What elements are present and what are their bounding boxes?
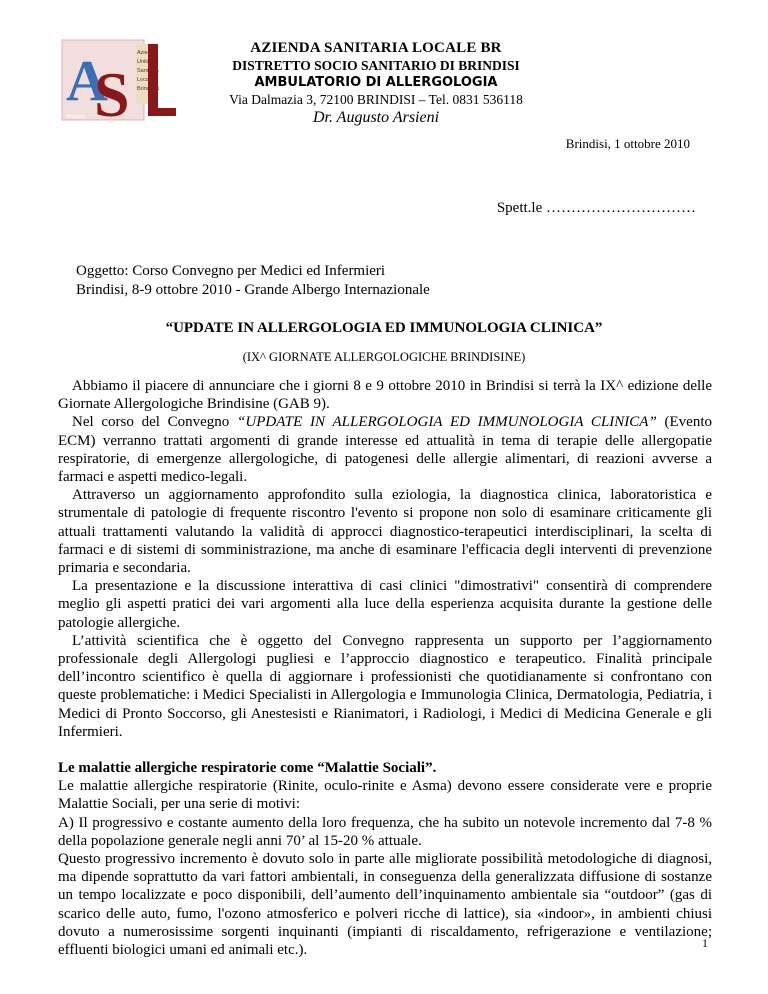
section-paragraph-3: Questo progressivo incremento è dovuto solo in parte alle migliorate possibilità metodologiche di diagnosi, ma dipende soprattutto da vari fattori ambientali, in conseguenza della generalizzata diffusione di sostanze un tempo localizzate e poco disponibili, dell’aumento dell’inquinamento ambientale sia “outdoor” (gas di scarico delle auto, fumo, l'ozono atmosferico e polveri ricche di lattice), sia «indoor», in ambienti chiusi dovuto a numerosissime sorgenti inquinanti (impianti di riscaldamento, refrigerazione e ventilazione; effluenti biologici umani ed animali etc.). [58, 851, 712, 959]
logo-word-2: Unità [137, 59, 150, 65]
document-body [58, 377, 712, 959]
subject-line-2: Brindisi, 8-9 ottobre 2010 - Grande Albergo Internazionale [76, 282, 430, 298]
logo-word-1: Azienda [137, 50, 157, 56]
section-paragraph-2: A) Il progressivo e costante aumento della loro frequenza, che ha subito un notevole incremento dal 7-8 % della popolazione generale negli anni 70’ al 15-20 % attuale. [58, 814, 712, 849]
paragraph-2-lead: Nel corso del Convegno [72, 414, 238, 431]
subject-block [76, 262, 430, 300]
logo-word-4: Locale [137, 77, 154, 83]
document-subtitle: (IX^ GIORNATE ALLERGOLOGICHE BRINDISINE) [242, 350, 526, 364]
section-heading: Le malattie allergiche respiratorie come “Malattie Sociali”. [58, 760, 437, 777]
letterhead-clinic: AMBULATORIO DI ALLERGOLOGIA [254, 75, 498, 90]
letterhead-org: AZIENDA SANITARIA LOCALE BR [250, 40, 502, 56]
logo-word-3: Sanitaria [137, 68, 159, 74]
document-title: “UPDATE IN ALLERGOLOGIA ED IMMUNOLOGIA CLINICA” [165, 320, 603, 336]
paragraph-2 [58, 413, 712, 486]
letterhead [206, 40, 546, 128]
paragraph-2-rest: (Evento ECM) verranno trattati argomenti di grande interesse ed attualità in tema di terapie delle allergopatie respiratorie, di emergenze allergologiche, di patogenesi delle allergie alimentari, di reazioni avverse a farmaci e aspetti medico-legali. [58, 414, 713, 486]
paragraph-3: Attraverso un aggiornamento approfondito sulla eziologia, la diagnostica clinica, laboratoristica e strumentale di patologie di frequente riscontro l'evento si propone non solo di esaminare criticamente gli attuali trattamenti valutando la validità di approcci diagnostico-terapeutici interdisciplinari, la scelta di farmaci e di sistemi di somministrazione, ma anche di esaminare l'efficacia degli interventi di prevenzione primaria e secondaria. [58, 487, 712, 577]
paragraph-5: L’attività scientifica che è oggetto del Convegno rappresenta un supporto per l’aggiornamento professionale degli Allergologi pugliesi e l’approccio diagnostico e terapeutico. Finalità principale dell’incontro scientifico è quella di aggiornare i professionisti che quotidianamente si confrontano con queste problematiche: i Medici Specialisti in Allergologia e Immunologia Clinica, Dermatologia, Pediatria, i Medici di Pronto Soccorso, gli Anestesisti e Rianimatori, i Radiologi, i Medici di Medicina Generale e gli Infermieri. [58, 632, 712, 740]
logo-letter-a: A [66, 48, 108, 113]
logo-letter-s: S [94, 59, 130, 126]
paragraph-1: Abbiamo il piacere di annunciare che i giorni 8 e 9 ottobre 2010 in Brindisi si terrà la IX^ edizione delle Giornate Allergologiche Brindisine (GAB 9). [58, 378, 712, 413]
logo-city: Brindisi [66, 114, 86, 120]
letter-date: Brindisi, 1 ottobre 2010 [565, 136, 690, 151]
letterhead-address: Via Dalmazia 3, 72100 BRINDISI – Tel. 0831 536118 [229, 92, 523, 107]
letterhead-doctor: Dr. Augusto Arsieni [312, 109, 440, 126]
asl-logo-graphic [60, 38, 180, 126]
asl-logo [60, 38, 180, 126]
page-number: 1 [702, 936, 708, 950]
paragraph-2-event-title: “UPDATE IN ALLERGOLOGIA ED IMMUNOLOGIA CLINICA” [237, 414, 657, 431]
recipient-line: Spett.le ………………………… [496, 200, 696, 216]
subject-line-1: Oggetto: Corso Convegno per Medici ed Infermieri [76, 263, 386, 279]
letterhead-district: DISTRETTO SOCIO SANITARIO DI BRINDISI [232, 58, 520, 73]
paragraph-4: La presentazione e la discussione interattiva di casi clinici "dimostrativi" consentirà di comprendere meglio gli aspetti pratici dei vari argomenti alla luce della esperienza acquisita durante la gestione delle patologie allergiche. [58, 578, 712, 631]
section-paragraph-1: Le malattie allergiche respiratorie (Rinite, oculo-rinite e Asma) devono essere considerate vere e proprie Malattie Sociali, per una serie di motivi: [58, 778, 712, 813]
logo-word-5: Brindisi 1 [137, 86, 160, 92]
